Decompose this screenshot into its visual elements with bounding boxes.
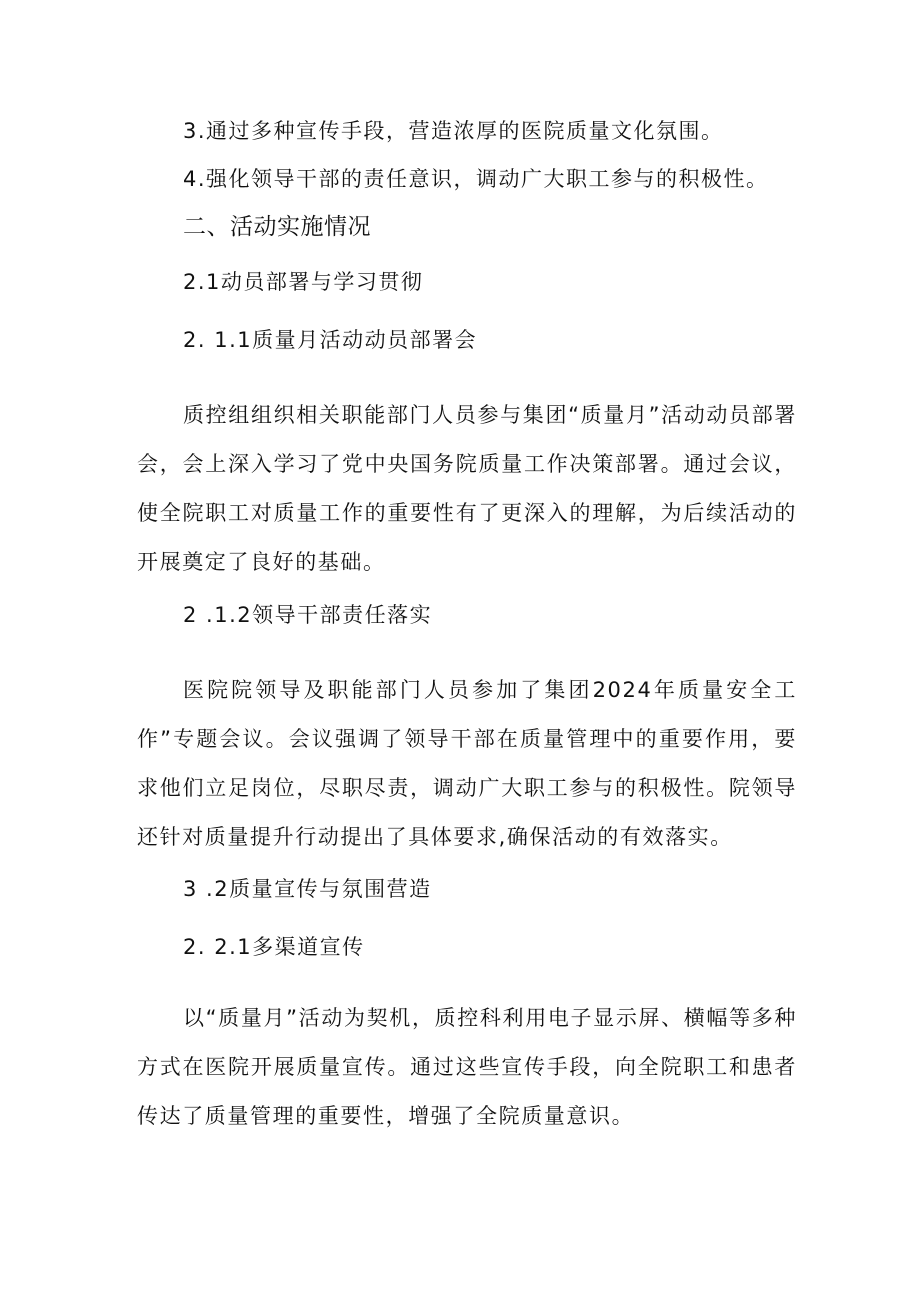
paragraph-2-1-2: 医院院领导及职能部门人员参加了集团2024年质量安全工作”专题会议。会议强调了领导干部在质量管理中的重要作用，要求他们立足岗位，尽职尽责，调动广大职工参与的积极性。院领导还针对质量提升行动提出了具体要求,确保活动的有效落实。 xyxy=(137,678,797,849)
subheading-3-2: 3 .2质量宣传与氛围营造 xyxy=(183,877,432,901)
section-heading: 二、活动实施情况 xyxy=(183,214,371,240)
list-item-4: 4.强化领导干部的责任意识，调动广大职工参与的积极性。 xyxy=(183,167,769,191)
paragraph-2-1-1: 质控组组织相关职能部门人员参与集团“质量月”活动动员部署会，会上深入学习了党中央国务院质量工作决策部署。通过会议，使全院职工对质量工作的重要性有了更深入的理解，为后续活动的开展奠定了良好的基础。 xyxy=(137,403,797,574)
subheading-2-1-1: 2. 1.1质量月活动动员部署会 xyxy=(183,328,478,352)
subheading-2-1: 2.1动员部署与学习贯彻 xyxy=(183,270,424,294)
list-item-3: 3.通过多种宣传手段，营造浓厚的医院质量文化氛围。 xyxy=(183,119,724,143)
subheading-2-1-2: 2 .1.2领导干部责任落实 xyxy=(183,603,433,627)
paragraph-2-2-1: 以“质量月”活动为契机，质控科利用电子显示屏、横幅等多种方式在医院开展质量宣传。通过这些宣传手段，向全院职工和患者传达了质量管理的重要性，增强了全院质量意识。 xyxy=(137,1006,797,1128)
subheading-2-2-1: 2. 2.1多渠道宣传 xyxy=(183,935,365,959)
